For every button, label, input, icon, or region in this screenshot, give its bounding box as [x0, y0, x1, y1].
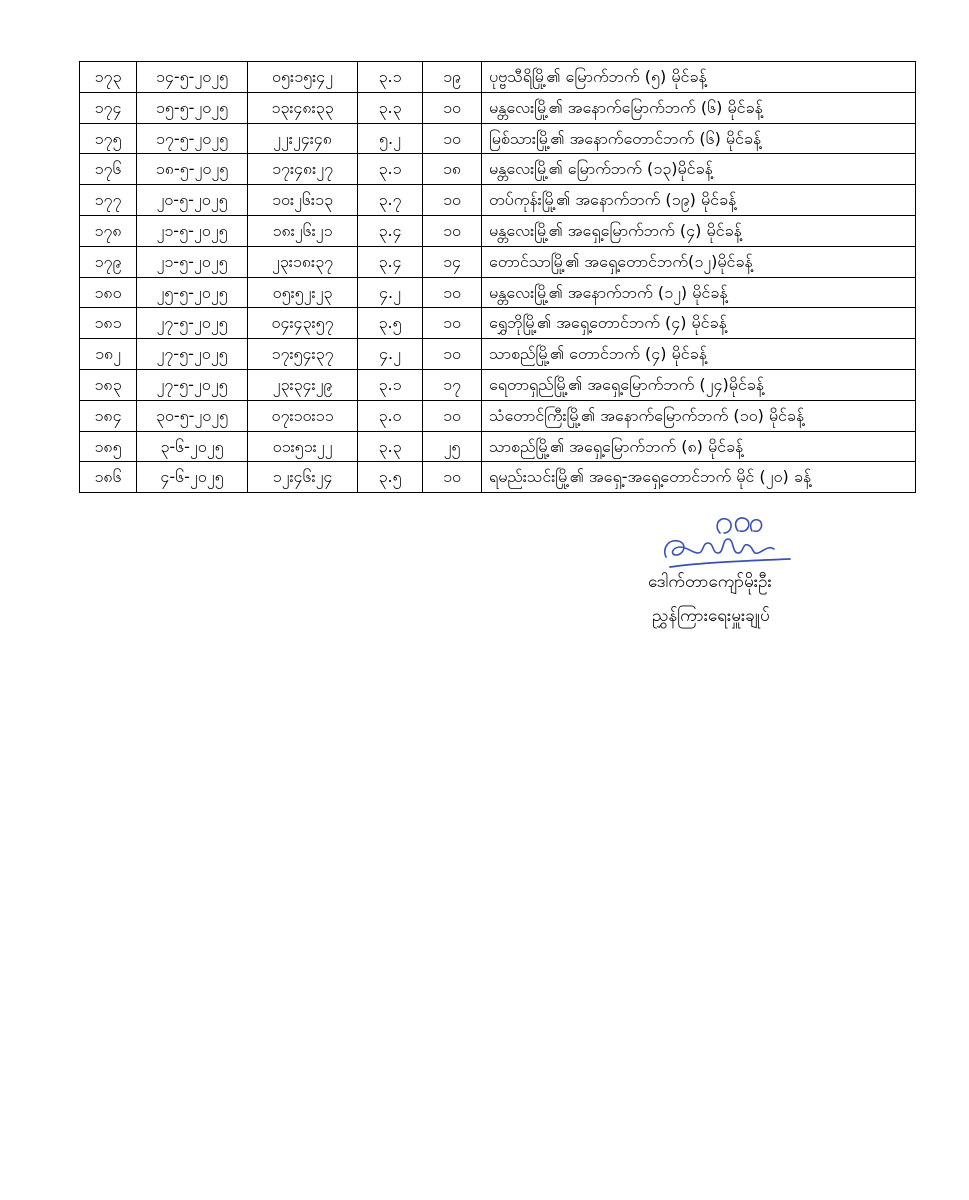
cell-magnitude: ၃.၅: [358, 308, 423, 339]
cell-time: ၂၃း၃၄း၂၉: [248, 369, 358, 400]
cell-depth: ၁၀: [423, 215, 482, 246]
table-row: [80, 246, 916, 277]
cell-number: ၁၇၃: [80, 62, 137, 93]
cell-location: မန္တလေးမြို့၏ အနောက်မြောက်ဘက် (၆) မိုင်ခန့်: [482, 92, 916, 123]
cell-depth: ၁၉: [423, 62, 482, 93]
table-row: [80, 277, 916, 308]
cell-time: ၁၀း၂၆း၁၃: [248, 185, 358, 216]
cell-number: ၁၇၈: [80, 215, 137, 246]
table-row: [80, 123, 916, 154]
table-row: [80, 62, 916, 93]
cell-magnitude: ၃.၄: [358, 215, 423, 246]
cell-location: မန္တလေးမြို့၏ မြောက်ဘက် (၁၃)မိုင်ခန့်: [482, 154, 916, 185]
cell-date: ၂၁-၅-၂၀၂၅: [137, 246, 248, 277]
cell-depth: ၁၀: [423, 123, 482, 154]
cell-magnitude: ၃.၀: [358, 400, 423, 431]
cell-date: ၁၅-၅-၂၀၂၅: [137, 92, 248, 123]
cell-number: ၁၇၉: [80, 246, 137, 277]
cell-location: တောင်သာမြို့၏ အရှေ့တောင်ဘက်(၁၂)မိုင်ခန့်: [482, 246, 916, 277]
cell-number: ၁၈၄: [80, 400, 137, 431]
signer-title: ညွှန်ကြားရေးမှူးချုပ်: [652, 606, 770, 626]
cell-location: မန္တလေးမြို့၏ အနောက်ဘက် (၁၂) မိုင်ခန့်: [482, 277, 916, 308]
table-row: [80, 215, 916, 246]
cell-date: ၃-၆-၂၀၂၅: [137, 431, 248, 462]
cell-magnitude: ၃.၇: [358, 185, 423, 216]
cell-time: ၀၇း၁၀း၁၁: [248, 400, 358, 431]
cell-depth: ၁၀: [423, 185, 482, 216]
table-row: [80, 185, 916, 216]
cell-number: ၁၇၇: [80, 185, 137, 216]
cell-depth: ၁၄: [423, 246, 482, 277]
cell-depth: ၁၀: [423, 308, 482, 339]
cell-magnitude: ၃.၁: [358, 154, 423, 185]
cell-number: ၁၈၀: [80, 277, 137, 308]
table-row: [80, 462, 916, 493]
cell-depth: ၁၈: [423, 154, 482, 185]
cell-location: မြစ်သားမြို့၏ အနောက်တောင်ဘက် (၆) မိုင်ခန့်: [482, 123, 916, 154]
signer-name: ဒေါက်တာကျော်မိုးဦး: [648, 572, 772, 592]
cell-date: ၁၇-၅-၂၀၂၅: [137, 123, 248, 154]
cell-magnitude: ၃.၃: [358, 92, 423, 123]
cell-location: သာစည်မြို့၏ တောင်ဘက် (၄) မိုင်ခန့်: [482, 339, 916, 370]
cell-time: ၂၂း၂၄း၄၈: [248, 123, 358, 154]
cell-magnitude: ၃.၁: [358, 62, 423, 93]
cell-date: ၃၀-၅-၂၀၂၅: [137, 400, 248, 431]
cell-depth: ၁၀: [423, 339, 482, 370]
cell-time: ၀၅း၅၂း၂၃: [248, 277, 358, 308]
cell-location: မန္တလေးမြို့၏ အရှေ့မြောက်ဘက် (၄) မိုင်ခန့်: [482, 215, 916, 246]
cell-date: ၂၁-၅-၂၀၂၅: [137, 215, 248, 246]
cell-date: ၂၀-၅-၂၀၂၅: [137, 185, 248, 216]
cell-number: ၁၇၄: [80, 92, 137, 123]
cell-depth: ၁၀: [423, 92, 482, 123]
earthquake-table: [79, 61, 916, 493]
cell-location: ရွှေဘိုမြို့၏ အရှေ့တောင်ဘက် (၄) မိုင်ခန့်: [482, 308, 916, 339]
cell-time: ၁၇း၄၈း၂၇: [248, 154, 358, 185]
signature-mark: [658, 509, 798, 579]
cell-magnitude: ၄.၂: [358, 339, 423, 370]
cell-location: ပုဗ္ဗသီရိမြို့၏ မြောက်ဘက် (၅) မိုင်ခန့်: [482, 62, 916, 93]
cell-magnitude: ၃.၃: [358, 431, 423, 462]
cell-time: ၂၃း၁၈း၃၇: [248, 246, 358, 277]
cell-depth: ၁၀: [423, 400, 482, 431]
cell-time: ၀၄း၄၃း၅၇: [248, 308, 358, 339]
cell-date: ၁၈-၅-၂၀၂၅: [137, 154, 248, 185]
cell-date: ၂၅-၅-၂၀၂၅: [137, 277, 248, 308]
cell-number: ၁၈၂: [80, 339, 137, 370]
cell-date: ၂၇-၅-၂၀၂၅: [137, 339, 248, 370]
cell-location: သာစည်မြို့၏ အရှေ့မြောက်ဘက် (၈) မိုင်ခန့်: [482, 431, 916, 462]
cell-time: ၁၃း၄၈း၃၃: [248, 92, 358, 123]
cell-depth: ၂၅: [423, 431, 482, 462]
cell-magnitude: ၃.၄: [358, 246, 423, 277]
cell-number: ၁၇၅: [80, 123, 137, 154]
cell-location: သံတောင်ကြီးမြို့၏ အနောက်မြောက်ဘက် (၁၀) မိုင်ခန့်: [482, 400, 916, 431]
cell-date: ၄-၆-၂၀၂၅: [137, 462, 248, 493]
cell-depth: ၁၀: [423, 277, 482, 308]
cell-date: ၂၇-၅-၂၀၂၅: [137, 369, 248, 400]
cell-date: ၂၇-၅-၂၀၂၅: [137, 308, 248, 339]
cell-magnitude: ၃.၁: [358, 369, 423, 400]
cell-location: ရမည်းသင်းမြို့၏ အရှေ့-အရှေ့တောင်ဘက် မိုင် (၂၀) ခန့်: [482, 462, 916, 493]
cell-depth: ၁၀: [423, 462, 482, 493]
cell-number: ၁၈၁: [80, 308, 137, 339]
cell-magnitude: ၅.၂: [358, 123, 423, 154]
table-row: [80, 154, 916, 185]
cell-time: ၁၂း၄၆း၂၄: [248, 462, 358, 493]
table-row: [80, 339, 916, 370]
cell-time: ၀၁း၅၁း၂၂: [248, 431, 358, 462]
cell-number: ၁၈၆: [80, 462, 137, 493]
cell-location: တပ်ကုန်းမြို့၏ အနောက်ဘက် (၁၉) မိုင်ခန့်: [482, 185, 916, 216]
cell-number: ၁၈၅: [80, 431, 137, 462]
cell-magnitude: ၄.၂: [358, 277, 423, 308]
cell-magnitude: ၃.၅: [358, 462, 423, 493]
cell-number: ၁၈၃: [80, 369, 137, 400]
earthquake-table-body: [80, 62, 916, 493]
cell-time: ၁၇း၅၄း၃၇: [248, 339, 358, 370]
table-row: [80, 431, 916, 462]
cell-depth: ၁၇: [423, 369, 482, 400]
signature-block: [600, 505, 900, 635]
cell-time: ၀၅း၁၅း၄၂: [248, 62, 358, 93]
table-row: [80, 400, 916, 431]
cell-date: ၁၄-၅-၂၀၂၅: [137, 62, 248, 93]
cell-location: ရေတာရှည်မြို့၏ အရှေ့မြောက်ဘက် (၂၄)မိုင်ခန့်: [482, 369, 916, 400]
cell-time: ၁၈း၂၆း၂၁: [248, 215, 358, 246]
table-row: [80, 308, 916, 339]
table-row: [80, 369, 916, 400]
cell-number: ၁၇၆: [80, 154, 137, 185]
table-row: [80, 92, 916, 123]
